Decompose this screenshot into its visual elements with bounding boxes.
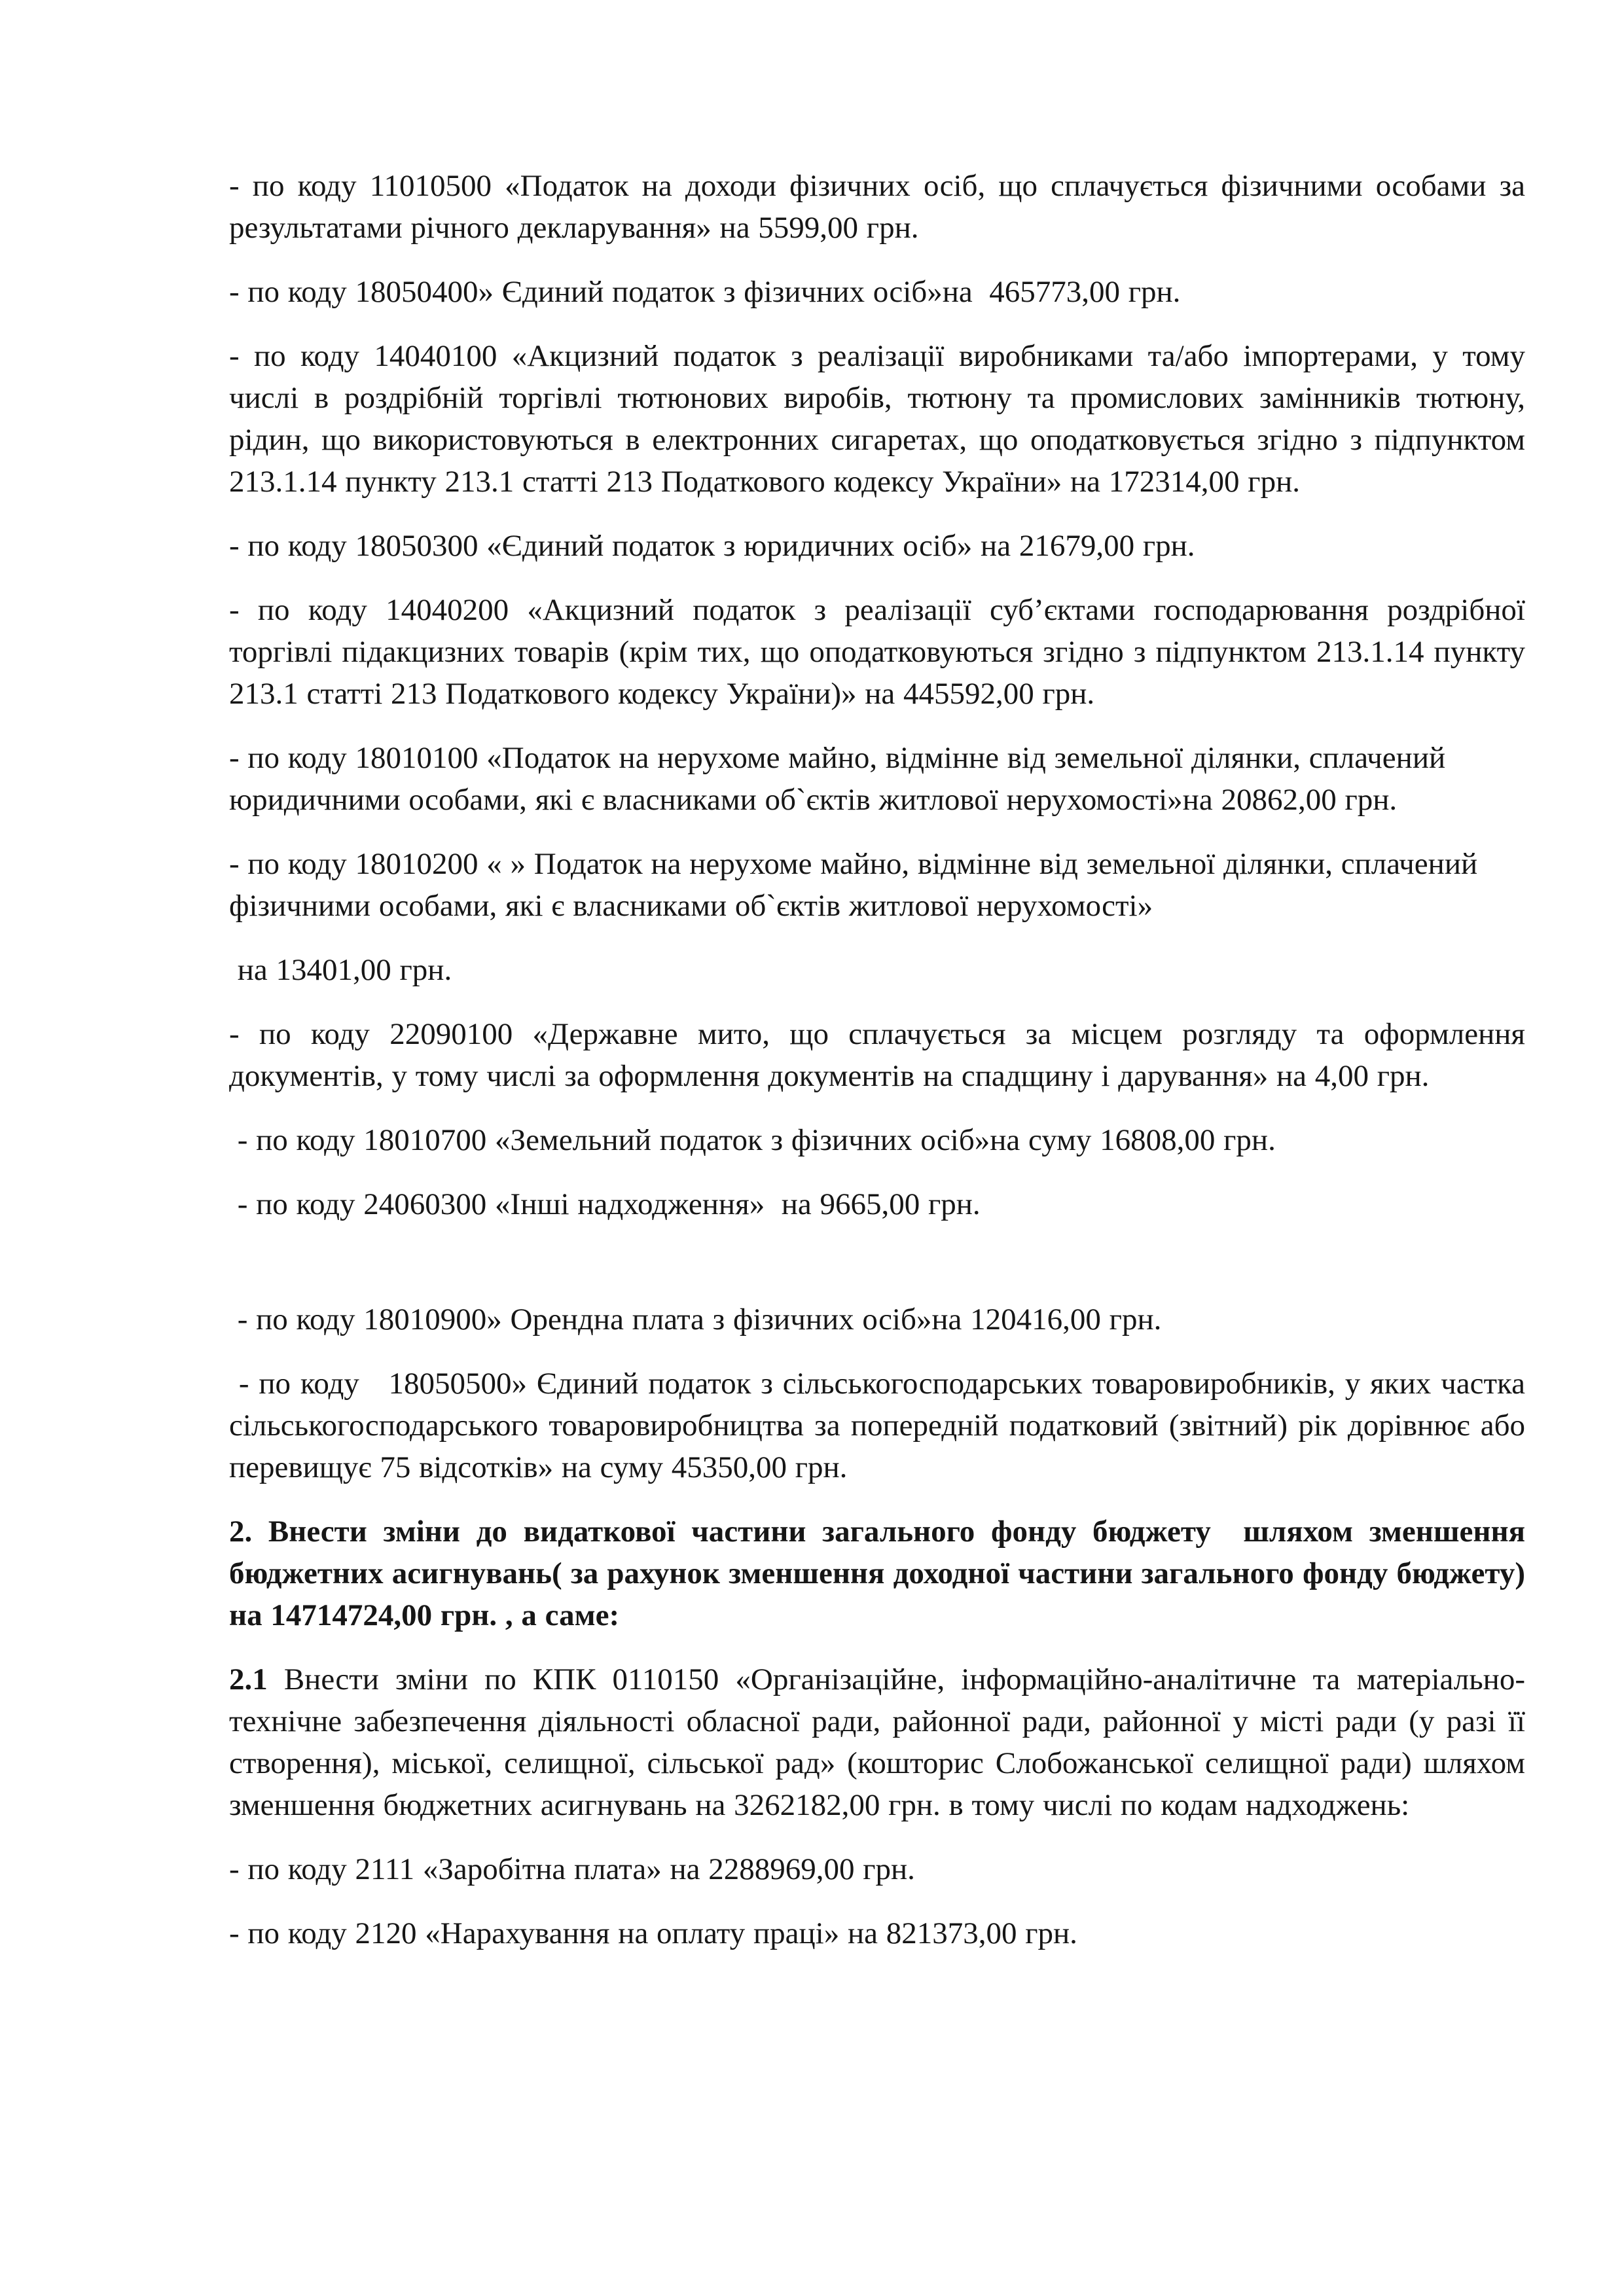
paragraph: - по коду 11010500 «Податок на доходи фізичних осіб, що сплачується фізичними особами за результатами річного декларування» на 5599,00 грн. bbox=[229, 169, 1534, 245]
paragraph: - по коду 18010700 «Земельний податок з фізичних осіб»на суму 16808,00 грн. bbox=[229, 1123, 1276, 1157]
paragraph: - по коду 18010900» Орендна плата з фізичних осіб»на 120416,00 грн. bbox=[229, 1302, 1162, 1336]
paragraph: 2.1 Внести зміни по КПК 0110150 «Організаційне, інформаційно-аналітичне та матеріально-технічне забезпечення діяльності обласної ради, районної ради, районної у місті ради (у разі її створення), міської, селищної, сільської рад» (кошторис Слобожанської селищної ради) шляхом зменшення бюджетних асигнувань на 3262182,00 грн. в тому числі по кодам надходжень: bbox=[229, 1662, 1534, 1822]
paragraph: - по коду 18050300 «Єдиний податок з юридичних осіб» на 21679,00 грн. bbox=[229, 529, 1195, 563]
paragraph: - по коду 18010100 «Податок на нерухоме майно, відмінне від земельної ділянки, сплачений юридичними особами, які є власниками об`єктів житлової нерухомості»на 20862,00 грн. bbox=[229, 741, 1454, 817]
paragraph-lead: 2.1 bbox=[229, 1662, 268, 1696]
document-body bbox=[229, 165, 1542, 1977]
paragraph: - по коду 18050400» Єдиний податок з фізичних осіб»на 465773,00 грн. bbox=[229, 275, 1181, 309]
paragraph: - по коду 24060300 «Інші надходження» на 9665,00 грн. bbox=[229, 1187, 981, 1221]
paragraph: на 13401,00 грн. bbox=[229, 953, 452, 987]
paragraph: - по коду 2111 «Заробітна плата» на 2288969,00 грн. bbox=[229, 1852, 915, 1886]
paragraph: - по коду 2120 «Нарахування на оплату праці» на 821373,00 грн. bbox=[229, 1916, 1077, 1950]
paragraph: - по коду 18010200 « » Податок на нерухоме майно, відмінне від земельної ділянки, сплачений фізичними особами, які є власниками об`єктів житлової нерухомості» bbox=[229, 847, 1486, 923]
paragraph: - по коду 18050500» Єдиний податок з сільськогосподарських товаровиробників, у яких частка сільськогосподарського товаровиробництва за попередній податковий (звітний) рік дорівнює або перевищує 75 відсотків» на суму 45350,00 грн. bbox=[229, 1367, 1534, 1484]
paragraph: - по коду 14040200 «Акцизний податок з реалізації суб’єктами господарювання роздрібної торгівлі підакцизних товарів (крім тих, що оподатковуються згідно з підпунктом 213.1.14 пункту 213.1 статті 213 Податкового кодексу України)» на 445592,00 грн. bbox=[229, 593, 1534, 711]
paragraph: - по коду 22090100 «Державне мито, що сплачується за місцем розгляду та оформлення документів, у тому числі за оформлення документів на спадщину і дарування» на 4,00 грн. bbox=[229, 1017, 1534, 1093]
paragraph: 2. Внести зміни до видаткової частини загального фонду бюджету шляхом зменшення бюджетних асигнувань( за рахунок зменшення доходної частини загального фонду бюджету) на 14714724,00 грн. , а саме: bbox=[229, 1515, 1542, 1632]
paragraph: - по коду 14040100 «Акцизний податок з реалізації виробниками та/або імпортерами, у тому числі в роздрібній торгівлі тютюнових виробів, тютюну та промислових замінників тютюну, рідин, що використовуються в електронних сигаретах, що оподатковується згідно з підпунктом 213.1.14 пункту 213.1 статті 213 Податкового кодексу України» на 172314,00 грн. bbox=[229, 339, 1534, 499]
